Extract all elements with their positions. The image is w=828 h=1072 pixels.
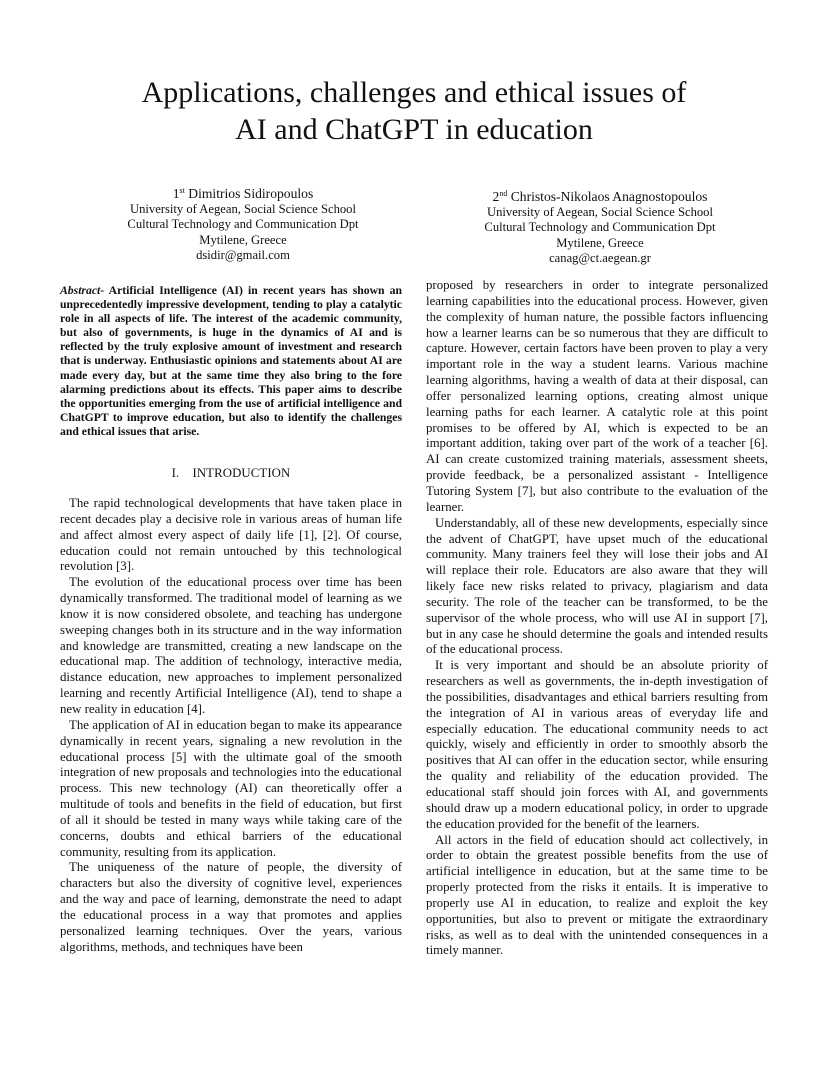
paper-title (0, 74, 828, 148)
author-email: dsidir@gmail.com (196, 248, 290, 263)
author-name-line (455, 189, 745, 205)
author-location: Mytilene, Greece (556, 235, 644, 250)
right-column (426, 278, 768, 959)
paper-title-line-2: AI and ChatGPT in education (235, 113, 593, 146)
abstract (60, 284, 402, 439)
author-ordinal: 1 (172, 186, 180, 201)
body-paragraph: It is very important and should be an absolute priority of researchers as well as governments, the in-depth investigation of the possibilities, disadvantages and ethical barriers resulting from the integration of AI in various areas of everyday life and especially education. The educational community needs to act quickly, wisely and efficiently in order to smoothly absorb the positives that AI can offer in the education sector, while ensuring the quality and reliability of the education provided. The educational staff should join forces with AI, and governments should draw up a modern educational policy, in order to upgrade the education provided for the benefit of the learners. (426, 658, 768, 831)
author-department: Cultural Technology and Communication Dpt (484, 220, 716, 235)
author-block-1 (100, 186, 386, 264)
body-paragraph: All actors in the field of education should act collectively, in order to obtain the greatest possible benefits from the use of artificial intelligence in education, but at the same time to be properly protected from the risks it entails. It is imperative to properly use AI in education, to realize and exploit the key opportunities, but also to prevent or mitigate the extraordinary risks, as well as to deal with the unintended consequences in a timely manner. (426, 832, 768, 958)
body-paragraph: The uniqueness of the nature of people, the diversity of characters but also the diversity of cognitive level, experiences and the way and pace of learning, demonstrate the need to adapt the educational process in a way that promotes and applies personalized learning techniques. Over the years, various algorithms, methods, and techniques have been (60, 860, 402, 954)
author-name-line (100, 186, 386, 202)
section-title: INTRODUCTION (192, 466, 291, 481)
author-block-2 (455, 189, 745, 267)
body-paragraph: The evolution of the educational process over time has been dynamically transformed. The traditional model of learning as we know it is now considered obsolete, and teaching has undergone sweeping changes both in its structure and in the way information and knowledge are transmitted, creating a new landscape on the educational map. The addition of technology, interactive media, distance education, new approaches to implement personalized learning and recently Artificial Intelligence (AI), tend to shape a new reality in education [4]. (60, 575, 402, 716)
author-department: Cultural Technology and Communication Dpt (127, 217, 359, 232)
body-paragraph: The application of AI in education began to make its appearance dynamically in recent years, signaling a new revolution in the educational process [5] with the ultimate goal of the smooth integration of new proposals and technologies into the educational process. This new technology (AI) can theoretically offer a multitude of tools and benefits in the field of education, but first of all it should be tested in many ways while taking care of the concerns, doubts and ethical barriers of the educational community, resulting from its application. (60, 717, 402, 859)
section-heading (60, 466, 402, 481)
author-ordinal-suffix: nd (499, 189, 508, 198)
author-ordinal: 2 (492, 189, 500, 204)
author-location: Mytilene, Greece (199, 232, 287, 247)
abstract-label: Abstract- (60, 284, 105, 297)
author-name: Christos-Nikolaos Anagnostopoulos (510, 189, 708, 204)
author-ordinal-suffix: st (179, 186, 185, 195)
body-paragraph-continued: proposed by researchers in order to integrate personalized learning capabilities into the educational process. However, given the complexity of human nature, the possible factors influencing how a learner learns can be so numerous that they are difficult to capture. However, certain factors have been proven to play a very important role in the way a student learns. Various machine learning algorithms, having a wealth of data at their disposal, can offer personalized learning options, creating almost unique learning paths for each learner. A catalytic role at this point promises to be offered by AI, which is expected to be an important addition, taking over part of the work of a teacher [6]. AI can create customized training materials, assessment sheets, provide feedback, be a personalized assistant - Intelligence Tutoring System [7], but also contribute to the evaluation of the learner. (426, 278, 768, 514)
section-numeral: I. (171, 466, 180, 481)
abstract-text: Artificial Intelligence (AI) in recent years has shown an unprecedentedly impressive development, tending to play a catalytic role in all aspects of life. The interest of the academic community, but also of governments, is huge in the dynamics of AI and is reflected by the truly explosive amount of investment and research that is underway. Enthusiastic opinions and statements about AI are made every day, but at the same time they also bring to the fore alarming predictions about its effects. This paper aims to describe the opportunities emerging from the use of artificial intelligence and ChatGPT to improve education, but also to identify the challenges and ethical issues that arise. (60, 284, 402, 438)
author-name: Dimitrios Sidiropoulos (188, 186, 314, 201)
body-paragraph: The rapid technological developments that have taken place in recent decades play a decisive role in various areas of human life and affect almost every aspect of daily life [1], [2]. Of course, education could not remain untouched by this technological revolution [3]. (60, 496, 402, 574)
paper-title-line-1: Applications, challenges and ethical issues of (141, 76, 687, 109)
author-email: canag@ct.aegean.gr (549, 251, 651, 266)
left-column (60, 284, 402, 956)
author-affiliation: University of Aegean, Social Science School (130, 201, 356, 216)
body-paragraph: Understandably, all of these new developments, especially since the advent of ChatGPT, have upset much of the educational community. Many trainers feel they will lose their jobs and AI will replace their role. Educators are also aware that they will likely face new risks related to privacy, plagiarism and data security. The role of the teacher can be transformed, to be the supervisor of the whole process, who will use AI in support [7], but in any case he should determine the goals and intended results of the educational process. (426, 515, 768, 657)
author-affiliation: University of Aegean, Social Science School (487, 204, 713, 219)
